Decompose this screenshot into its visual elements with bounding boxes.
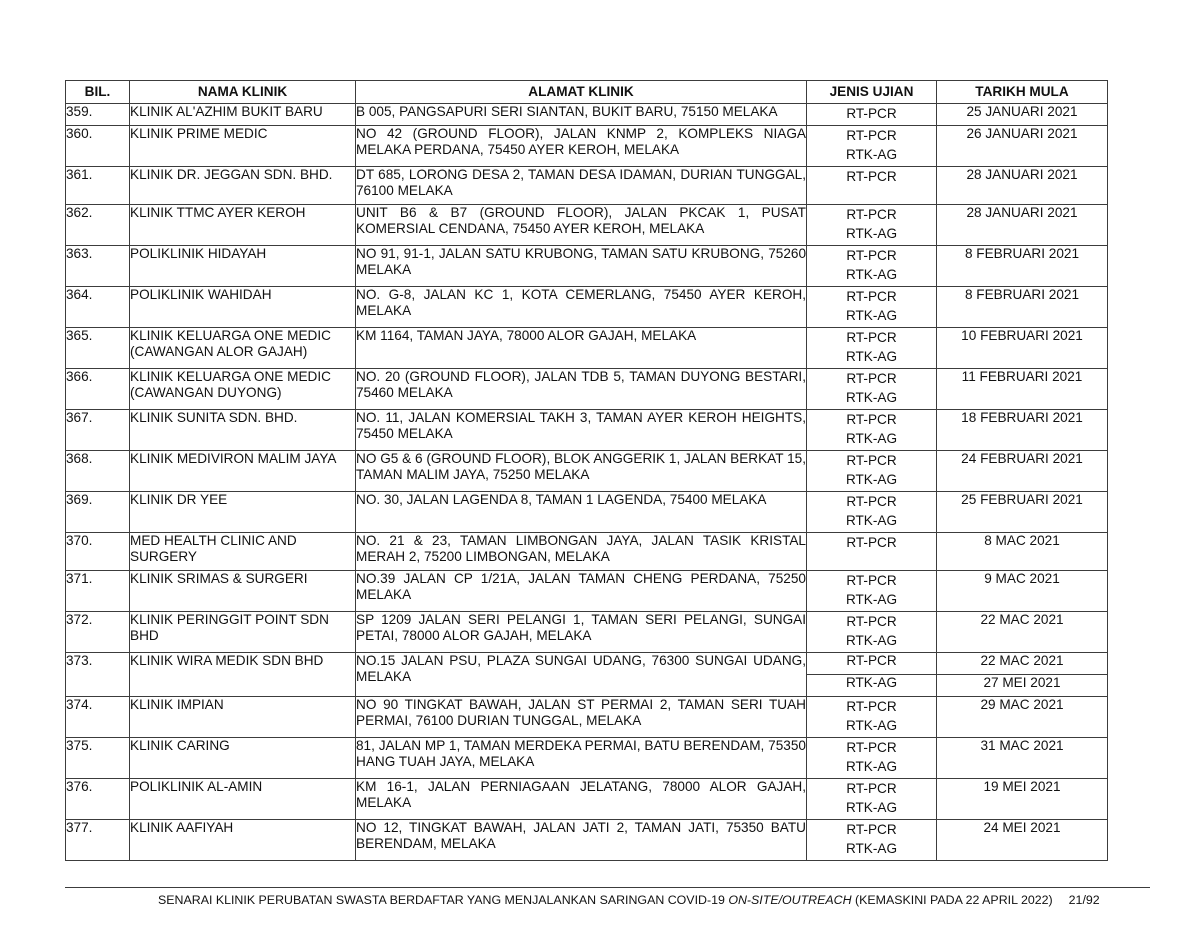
cell-alamat-klinik: DT 685, LORONG DESA 2, TAMAN DESA IDAMAN, DURIAN TUNGGAL, 76100 MELAKA [356, 167, 807, 205]
cell-jenis-ujian [807, 779, 937, 820]
table-row [66, 167, 1108, 205]
cell-jenis-ujian [807, 287, 937, 328]
cell-jenis-ujian [807, 205, 937, 246]
cell-bil: 369. [66, 492, 130, 533]
cell-jenis-ujian [807, 451, 937, 492]
table-row [66, 612, 1108, 653]
table-row [66, 820, 1108, 861]
cell-nama-klinik: POLIKLINIK WAHIDAH [130, 287, 356, 328]
test-type: RT-PCR [846, 822, 897, 837]
cell-tarikh-mula: 22 MAC 2021 [937, 612, 1108, 653]
test-type: RT-PCR [846, 535, 897, 550]
table-row [66, 205, 1108, 246]
footer-title-date: (KEMASKINI PADA 22 APRIL 2022) [851, 893, 1053, 907]
cell-alamat-klinik: NO.15 JALAN PSU, PLAZA SUNGAI UDANG, 76300 SUNGAI UDANG, MELAKA [356, 653, 807, 697]
test-type: RT-PCR [846, 330, 897, 345]
cell-tarikh-mula: 28 JANUARI 2021 [937, 167, 1108, 205]
cell-bil: 360. [66, 126, 130, 167]
test-type: RT-PCR [846, 573, 897, 588]
test-type: RTK-AG [845, 431, 898, 446]
cell-jenis-ujian [807, 820, 937, 861]
cell-nama-klinik: KLINIK DR. JEGGAN SDN. BHD. [130, 167, 356, 205]
cell-bil: 372. [66, 612, 130, 653]
test-type: RTK-AG [845, 349, 898, 364]
header-row [66, 81, 1108, 104]
table-row [66, 451, 1108, 492]
test-type: RT-PCR [846, 207, 897, 222]
table-row [66, 653, 1108, 675]
cell-tarikh-mula: 24 MEI 2021 [937, 820, 1108, 861]
cell-nama-klinik: KLINIK SRIMAS & SURGERI [130, 571, 356, 612]
test-type: RT-PCR [846, 128, 897, 143]
cell-nama-klinik: POLIKLINIK HIDAYAH [130, 246, 356, 287]
cell-bil: 373. [66, 653, 130, 697]
test-type: RTK-AG [845, 633, 898, 648]
cell-alamat-klinik: 81, JALAN MP 1, TAMAN MERDEKA PERMAI, BATU BERENDAM, 75350 HANG TUAH JAYA, MELAKA [356, 738, 807, 779]
cell-nama-klinik: POLIKLINIK AL-AMIN [130, 779, 356, 820]
cell-bil: 367. [66, 410, 130, 451]
cell-tarikh-mula: 29 MAC 2021 [937, 697, 1108, 738]
table-row [66, 779, 1108, 820]
test-type: RTK-AG [845, 759, 898, 774]
test-type: RTK-AG [845, 390, 898, 405]
cell-jenis-ujian [807, 410, 937, 451]
cell-jenis-ujian [807, 697, 937, 738]
test-type: RT-PCR [846, 371, 897, 386]
cell-jenis-ujian [807, 369, 937, 410]
header-tarikh-mula: TARIKH MULA [937, 81, 1108, 104]
page-number: 21/92 [1068, 893, 1100, 907]
test-type: RTK-AG [845, 513, 898, 528]
test-type: RTK-AG [845, 718, 898, 733]
cell-alamat-klinik: NO 91, 91-1, JALAN SATU KRUBONG, TAMAN SATU KRUBONG, 75260 MELAKA [356, 246, 807, 287]
cell-nama-klinik: KLINIK PERINGGIT POINT SDN BHD [130, 612, 356, 653]
test-type: RT-PCR [846, 494, 897, 509]
cell-bil: 371. [66, 571, 130, 612]
cell-bil: 370. [66, 533, 130, 571]
cell-jenis-ujian [807, 246, 937, 287]
cell-tarikh-mula: 18 FEBRUARI 2021 [937, 410, 1108, 451]
cell-alamat-klinik: KM 16-1, JALAN PERNIAGAAN JELATANG, 78000 ALOR GAJAH, MELAKA [356, 779, 807, 820]
cell-alamat-klinik: NO G5 & 6 (GROUND FLOOR), BLOK ANGGERIK 1, JALAN BERKAT 15, TAMAN MALIM JAYA, 75250 MELAKA [356, 451, 807, 492]
cell-tarikh-mula: 31 MAC 2021 [937, 738, 1108, 779]
cell-tarikh-mula: 8 FEBRUARI 2021 [937, 246, 1108, 287]
cell-jenis-ujian [807, 167, 937, 205]
cell-alamat-klinik: NO.39 JALAN CP 1/21A, JALAN TAMAN CHENG PERDANA, 75250 MELAKA [356, 571, 807, 612]
table-row [66, 533, 1108, 571]
footer-title: SENARAI KLINIK PERUBATAN SWASTA BERDAFTAR YANG MENJALANKAN SARINGAN COVID-19 [158, 893, 729, 907]
cell-tarikh-mula: 11 FEBRUARI 2021 [937, 369, 1108, 410]
test-type: RT-PCR [846, 248, 897, 263]
cell-tarikh-mula: 8 FEBRUARI 2021 [937, 287, 1108, 328]
cell-nama-klinik: KLINIK KELUARGA ONE MEDIC (CAWANGAN ALOR GAJAH) [130, 328, 356, 369]
cell-tarikh-mula: 27 MEI 2021 [937, 675, 1108, 697]
table-row [66, 246, 1108, 287]
cell-bil: 377. [66, 820, 130, 861]
header-bil: BIL. [66, 81, 130, 104]
cell-bil: 366. [66, 369, 130, 410]
test-type: RT-PCR [846, 453, 897, 468]
cell-nama-klinik: KLINIK SUNITA SDN. BHD. [130, 410, 356, 451]
cell-bil: 374. [66, 697, 130, 738]
cell-bil: 359. [66, 104, 130, 126]
cell-alamat-klinik: NO. G-8, JALAN KC 1, KOTA CEMERLANG, 75450 AYER KEROH, MELAKA [356, 287, 807, 328]
test-type: RT-PCR [846, 699, 897, 714]
cell-jenis-ujian [807, 492, 937, 533]
test-type: RTK-AG [845, 472, 898, 487]
cell-alamat-klinik: NO. 11, JALAN KOMERSIAL TAKH 3, TAMAN AYER KEROH HEIGHTS, 75450 MELAKA [356, 410, 807, 451]
cell-bil: 362. [66, 205, 130, 246]
cell-nama-klinik: KLINIK DR YEE [130, 492, 356, 533]
cell-jenis-ujian: RT-PCR [807, 653, 937, 675]
table-row [66, 328, 1108, 369]
footer-title-italic: ON-SITE/OUTREACH [728, 893, 852, 907]
table-header [66, 81, 1108, 104]
cell-tarikh-mula: 25 FEBRUARI 2021 [937, 492, 1108, 533]
table-body [66, 104, 1108, 861]
table-row [66, 571, 1108, 612]
test-type: RTK-AG [845, 592, 898, 607]
cell-jenis-ujian [807, 533, 937, 571]
test-type: RTK-AG [845, 308, 898, 323]
cell-alamat-klinik: B 005, PANGSAPURI SERI SIANTAN, BUKIT BARU, 75150 MELAKA [356, 104, 807, 126]
clinic-table [65, 80, 1108, 861]
test-type: RTK-AG [845, 267, 898, 282]
cell-alamat-klinik: NO 12, TINGKAT BAWAH, JALAN JATI 2, TAMAN JATI, 75350 BATU BERENDAM, MELAKA [356, 820, 807, 861]
cell-jenis-ujian: RTK-AG [807, 675, 937, 697]
table-row [66, 492, 1108, 533]
cell-tarikh-mula: 25 JANUARI 2021 [937, 104, 1108, 126]
cell-bil: 364. [66, 287, 130, 328]
cell-jenis-ujian [807, 328, 937, 369]
cell-bil: 361. [66, 167, 130, 205]
cell-jenis-ujian [807, 738, 937, 779]
header-alamat-klinik: ALAMAT KLINIK [356, 81, 807, 104]
cell-nama-klinik: KLINIK MEDIVIRON MALIM JAYA [130, 451, 356, 492]
cell-nama-klinik: KLINIK KELUARGA ONE MEDIC (CAWANGAN DUYONG) [130, 369, 356, 410]
cell-alamat-klinik: NO. 20 (GROUND FLOOR), JALAN TDB 5, TAMAN DUYONG BESTARI, 75460 MELAKA [356, 369, 807, 410]
test-type: RT-PCR [846, 169, 897, 184]
cell-alamat-klinik: UNIT B6 & B7 (GROUND FLOOR), JALAN PKCAK 1, PUSAT KOMERSIAL CENDANA, 75450 AYER KEROH, MELAKA [356, 205, 807, 246]
cell-alamat-klinik: NO 42 (GROUND FLOOR), JALAN KNMP 2, KOMPLEKS NIAGA MELAKA PERDANA, 75450 AYER KEROH, MELAKA [356, 126, 807, 167]
test-type: RTK-AG [845, 841, 898, 856]
test-type: RT-PCR [846, 289, 897, 304]
cell-bil: 368. [66, 451, 130, 492]
cell-tarikh-mula: 8 MAC 2021 [937, 533, 1108, 571]
cell-alamat-klinik: SP 1209 JALAN SERI PELANGI 1, TAMAN SERI PELANGI, SUNGAI PETAI, 78000 ALOR GAJAH, MELAKA [356, 612, 807, 653]
cell-nama-klinik: KLINIK TTMC AYER KEROH [130, 205, 356, 246]
cell-tarikh-mula: 24 FEBRUARI 2021 [937, 451, 1108, 492]
cell-alamat-klinik: NO. 21 & 23, TAMAN LIMBONGAN JAYA, JALAN TASIK KRISTAL MERAH 2, 75200 LIMBONGAN, MELAKA [356, 533, 807, 571]
test-type: RTK-AG [845, 800, 898, 815]
cell-tarikh-mula: 10 FEBRUARI 2021 [937, 328, 1108, 369]
cell-bil: 365. [66, 328, 130, 369]
cell-nama-klinik: KLINIK AAFIYAH [130, 820, 356, 861]
footer-divider [65, 887, 1150, 888]
cell-bil: 363. [66, 246, 130, 287]
table-row [66, 104, 1108, 126]
test-type: RT-PCR [846, 614, 897, 629]
cell-tarikh-mula: 26 JANUARI 2021 [937, 126, 1108, 167]
cell-nama-klinik: MED HEALTH CLINIC AND SURGERY [130, 533, 356, 571]
cell-jenis-ujian [807, 104, 937, 126]
table-row [66, 369, 1108, 410]
test-type: RT-PCR [846, 412, 897, 427]
cell-jenis-ujian [807, 571, 937, 612]
cell-alamat-klinik: NO 90 TINGKAT BAWAH, JALAN ST PERMAI 2, TAMAN SERI TUAH PERMAI, 76100 DURIAN TUNGGAL, MELAKA [356, 697, 807, 738]
cell-bil: 376. [66, 779, 130, 820]
cell-alamat-klinik: KM 1164, TAMAN JAYA, 78000 ALOR GAJAH, MELAKA [356, 328, 807, 369]
header-nama-klinik: NAMA KLINIK [130, 81, 356, 104]
table-row [66, 126, 1108, 167]
cell-nama-klinik: KLINIK PRIME MEDIC [130, 126, 356, 167]
header-jenis-ujian: JENIS UJIAN [807, 81, 937, 104]
cell-nama-klinik: KLINIK IMPIAN [130, 697, 356, 738]
cell-nama-klinik: KLINIK AL'AZHIM BUKIT BARU [130, 104, 356, 126]
cell-tarikh-mula: 19 MEI 2021 [937, 779, 1108, 820]
cell-jenis-ujian [807, 612, 937, 653]
table-row [66, 410, 1108, 451]
table-row [66, 738, 1108, 779]
page-footer [158, 893, 1098, 907]
table-row [66, 697, 1108, 738]
cell-tarikh-mula: 28 JANUARI 2021 [937, 205, 1108, 246]
test-type: RT-PCR [846, 781, 897, 796]
cell-bil: 375. [66, 738, 130, 779]
test-type: RT-PCR [846, 740, 897, 755]
cell-jenis-ujian [807, 126, 937, 167]
cell-nama-klinik: KLINIK CARING [130, 738, 356, 779]
table-row [66, 287, 1108, 328]
test-type: RTK-AG [845, 226, 898, 241]
cell-alamat-klinik: NO. 30, JALAN LAGENDA 8, TAMAN 1 LAGENDA, 75400 MELAKA [356, 492, 807, 533]
cell-tarikh-mula: 22 MAC 2021 [937, 653, 1108, 675]
test-type: RTK-AG [845, 147, 898, 162]
cell-nama-klinik: KLINIK WIRA MEDIK SDN BHD [130, 653, 356, 697]
test-type: RT-PCR [846, 106, 897, 121]
cell-tarikh-mula: 9 MAC 2021 [937, 571, 1108, 612]
